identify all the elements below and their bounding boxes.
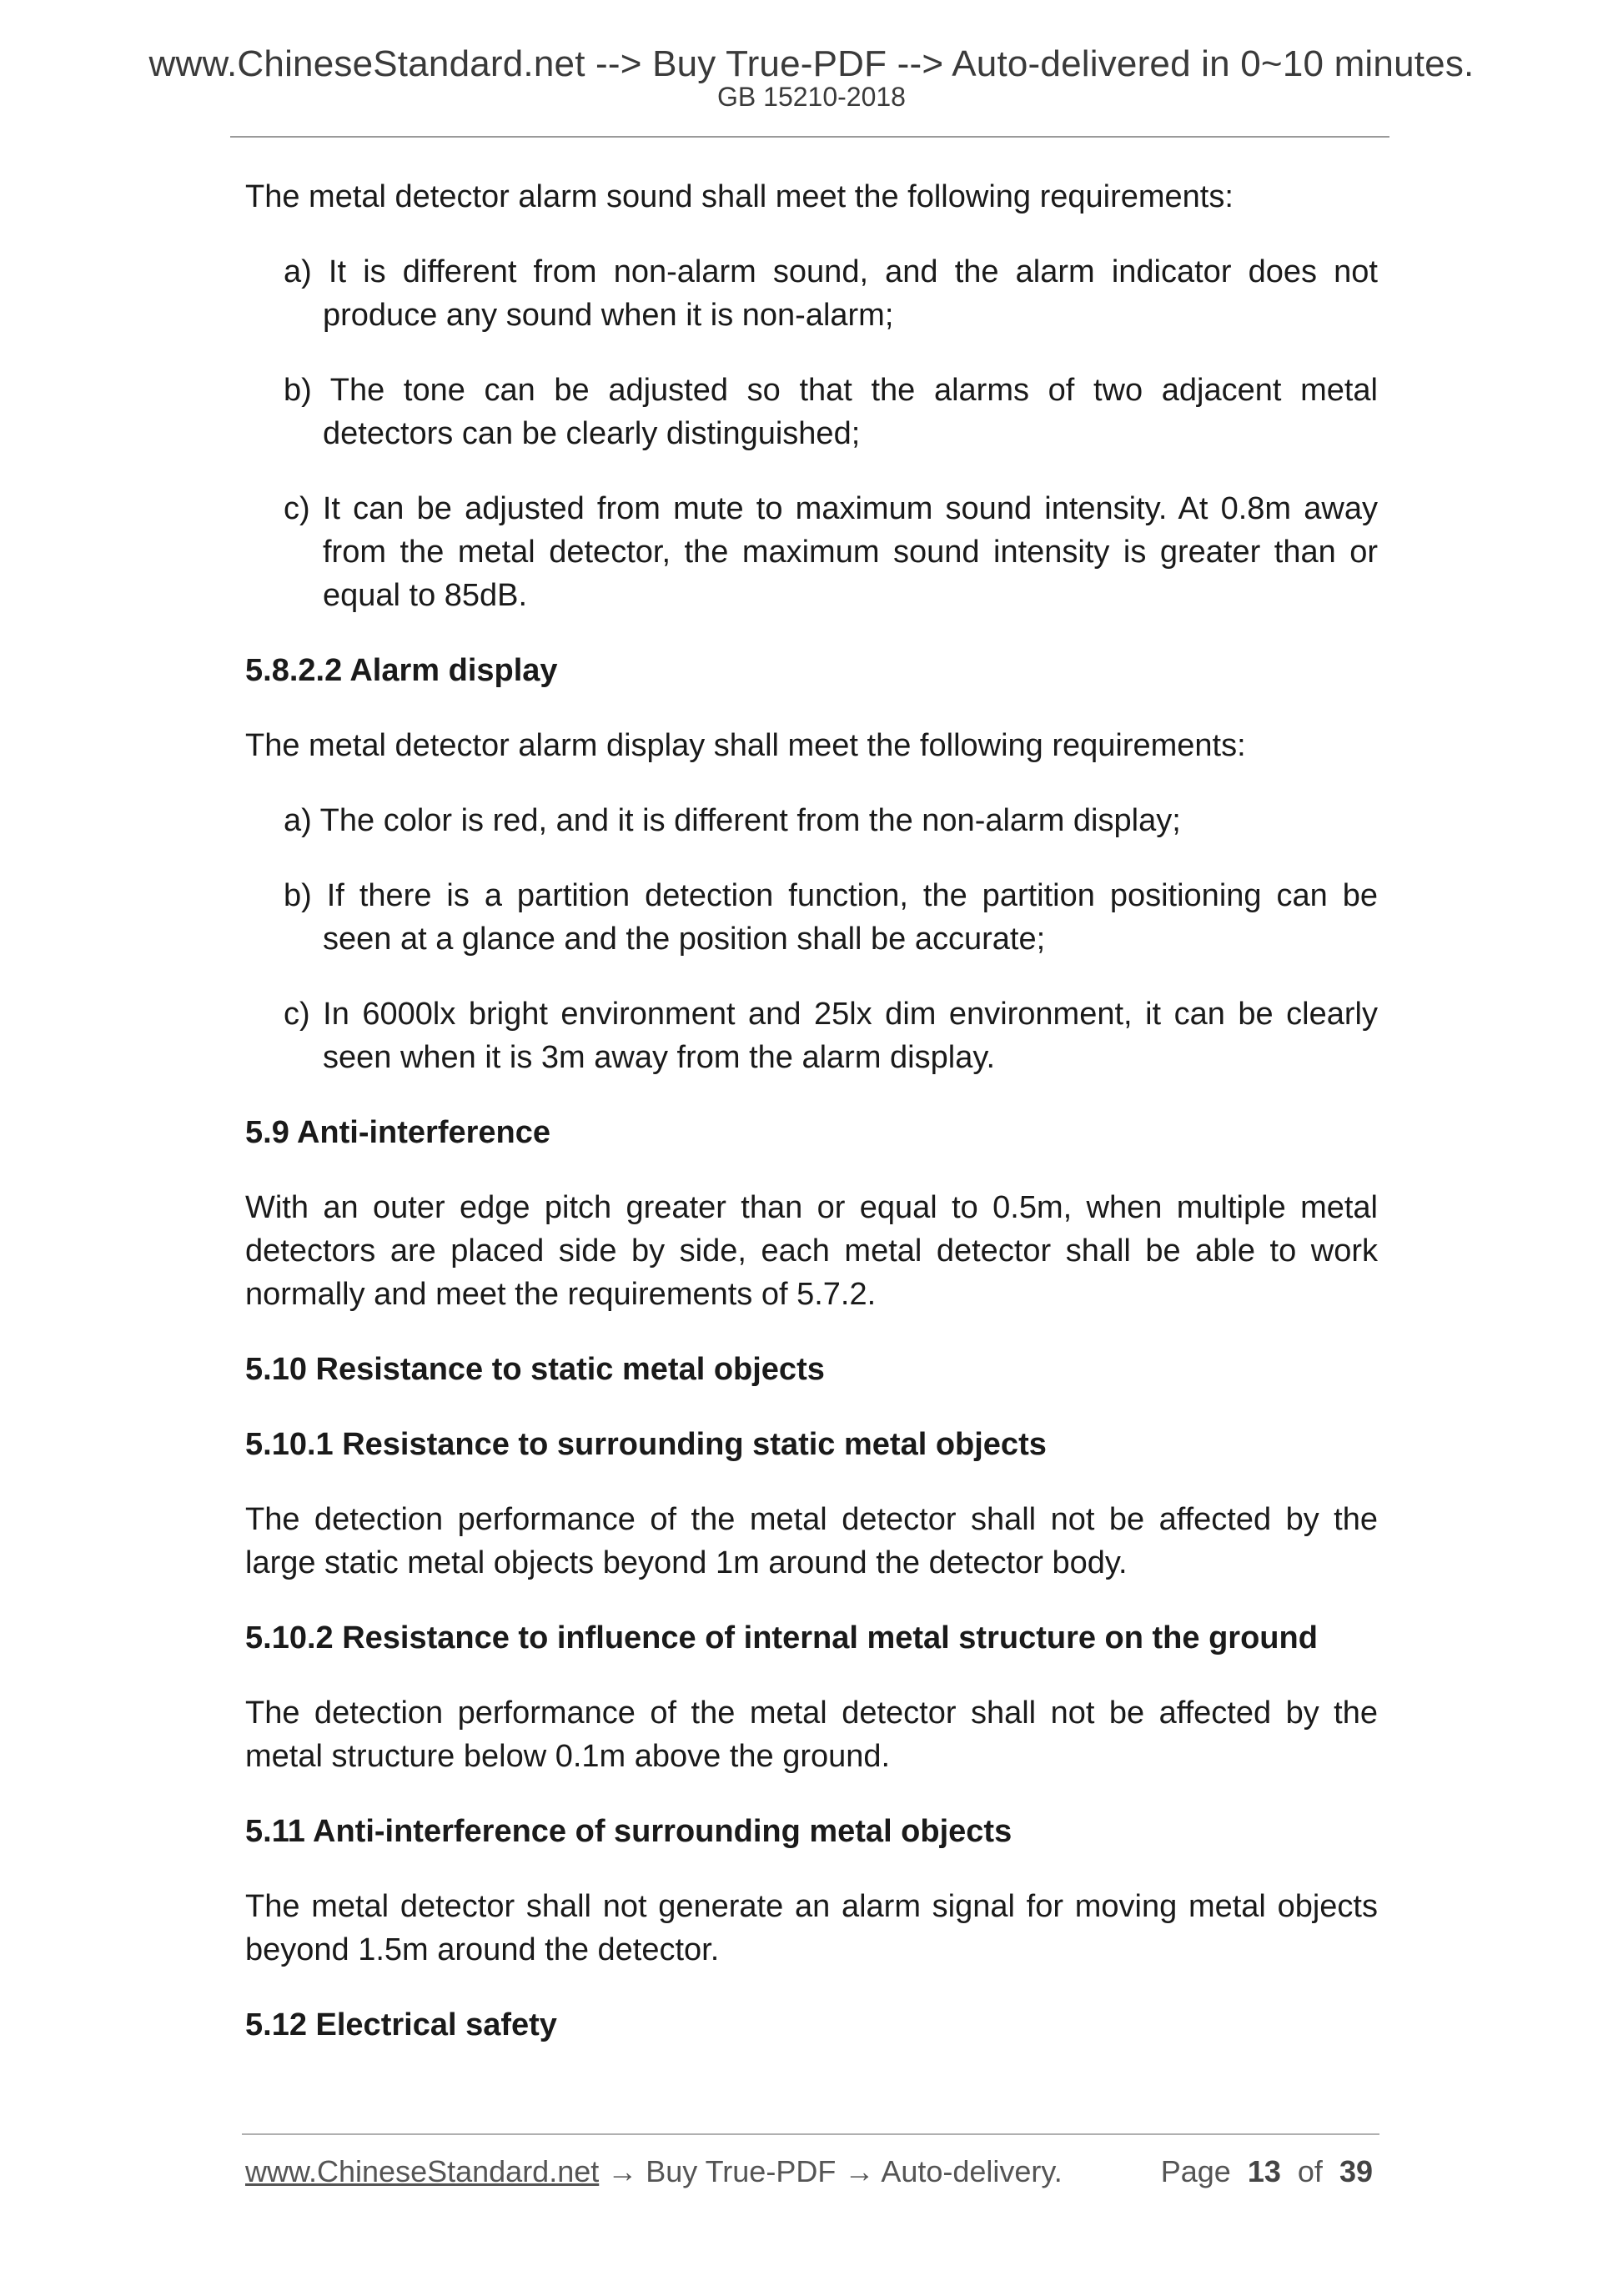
page-of-label: of — [1297, 2154, 1323, 2188]
list-item-display-b: b) If there is a partition detection function, the partition positioning can be seen at a glance and the position shall be accurate; — [284, 878, 1378, 957]
list-item-sound-c: c) It can be adjusted from mute to maximum sound intensity. At 0.8m away from the metal detector, the maximum sound intensity is greater than or equal to 85dB. — [284, 491, 1378, 613]
heading-5-9: 5.9 Anti-interference — [245, 1115, 551, 1150]
page-indicator — [1161, 2154, 1373, 2189]
document-body — [245, 175, 1378, 2078]
document-code: GB 15210-2018 — [717, 82, 906, 112]
page-current: 13 — [1247, 2154, 1281, 2188]
footer — [245, 2154, 1373, 2189]
footer-tagline: → Buy True-PDF → Auto-delivery. — [599, 2154, 1063, 2188]
paragraph-5-11: The metal detector shall not generate an alarm signal for moving metal objects beyond 1.5m around the detector. — [245, 1889, 1378, 1967]
footer-divider — [242, 2133, 1379, 2135]
paragraph-alarm-sound-intro: The metal detector alarm sound shall meet the following requirements: — [245, 179, 1234, 214]
heading-5-10: 5.10 Resistance to static metal objects — [245, 1352, 825, 1387]
page-total: 39 — [1339, 2154, 1373, 2188]
footer-promo — [245, 2154, 1063, 2189]
list-item-sound-b: b) The tone can be adjusted so that the alarms of two adjacent metal detectors can be clearly distinguished; — [284, 373, 1378, 451]
paragraph-5-10-2: The detection performance of the metal detector shall not be affected by the metal structure below 0.1m above the ground. — [245, 1696, 1378, 1774]
heading-5-12: 5.12 Electrical safety — [245, 2007, 557, 2042]
footer-site-link[interactable]: www.ChineseStandard.net — [245, 2154, 600, 2188]
page-label: Page — [1160, 2154, 1231, 2188]
heading-5-10-1: 5.10.1 Resistance to surrounding static metal objects — [245, 1427, 1047, 1462]
paragraph-5-10-1: The detection performance of the metal detector shall not be affected by the large static metal objects beyond 1m around the detector body. — [245, 1502, 1378, 1580]
paragraph-alarm-display-intro: The metal detector alarm display shall meet the following requirements: — [245, 728, 1246, 763]
header-banner: www.ChineseStandard.net --> Buy True-PDF --> Auto-delivered in 0~10 minutes. — [148, 43, 1475, 84]
list-item-display-c: c) In 6000lx bright environment and 25lx dim environment, it can be clearly seen when it is 3m away from the alarm display. — [284, 997, 1378, 1075]
paragraph-5-9: With an outer edge pitch greater than or equal to 0.5m, when multiple metal detectors are placed side by side, each metal detector shall be able to work normally and meet the requirements of 5.7.2. — [245, 1190, 1378, 1312]
heading-5-11: 5.11 Anti-interference of surrounding metal objects — [245, 1814, 1012, 1849]
list-item-sound-a: a) It is different from non-alarm sound, and the alarm indicator does not produce any sound when it is non-alarm; — [284, 254, 1378, 333]
heading-5-8-2-2: 5.8.2.2 Alarm display — [245, 653, 558, 688]
header-divider — [230, 136, 1389, 138]
heading-5-10-2: 5.10.2 Resistance to influence of internal metal structure on the ground — [245, 1620, 1318, 1655]
list-item-display-a: a) The color is red, and it is different from the non-alarm display; — [284, 803, 1181, 838]
